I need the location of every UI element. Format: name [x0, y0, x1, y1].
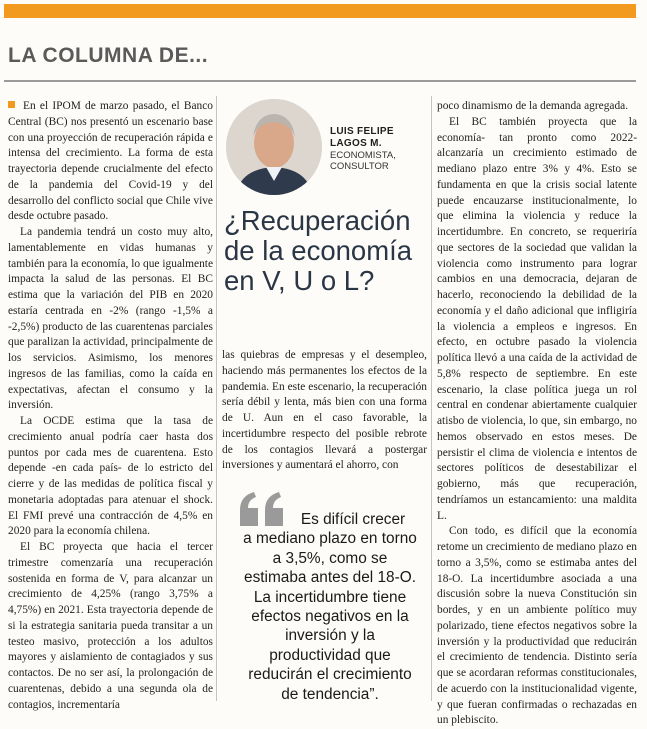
bullet-square-icon	[8, 101, 15, 108]
author-photo	[226, 99, 322, 195]
header-rule	[4, 80, 636, 82]
paragraph: En el IPOM de marzo pasado, el Banco Central (BC) nos presentó un escenario base con una proyección de recuperación rápida e intensa del crecimiento. La forma de esta trayectoria depende crucialmente del efecto de la pandemia del Covid-19 y del desarrollo del conflicto social que Chile vive desde octubre pasado.	[8, 100, 213, 223]
author-byline	[330, 126, 396, 172]
column-divider-2	[431, 96, 432, 701]
article-column-2	[222, 348, 427, 474]
paragraph: El BC proyecta que hacia el tercer trimestre comenzaría una recuperación sostenida en forma de V, para alcanzar un crecimiento de 4,25% (rango 3,75% a 4,75%) en 2021. Esta trayectoria depende de si la estrategia sanitaria pueda transitar a un testeo masivo, protección a los adultos mayores y aislamiento de contagiados y sus contactos. De no ser así, la prolongación de cuarentenas, debido a una segunda ola de contagios, incrementaría	[8, 541, 213, 711]
top-accent-bar	[4, 4, 636, 18]
author-role-line1: ECONOMISTA,	[330, 150, 396, 161]
pull-quote	[240, 510, 420, 704]
paragraph: La OCDE estima que la tasa de crecimiento anual podría caer hasta dos puntos por cada mes de cuarentena. Esto depende -en cada país- de lo estricto del cierre y de las medidas de política fiscal y monetaria adoptadas para atenuar el shock. El FMI prevé una contracción de 4,5% en 2020 para la economía chilena.	[8, 415, 213, 538]
pull-quote-body: a mediano plazo en torno a 3,5%, como se estimaba antes del 18-O. La incertidumbre tiene efectos negativos en la inversión y la productividad que reducirán el crecimiento de tendencia”.	[243, 530, 417, 703]
author-name-line2: LAGOS M.	[330, 138, 382, 149]
column-divider-1	[216, 96, 217, 701]
paragraph: las quiebras de empresas y el desempleo, haciendo más permanentes los efectos de la pandemia. En este escenario, la recuperación sería débil y lenta, más bien con una forma de U. Aun en el caso favorable, la incertidumbre respecto del posible rebrote de los contagios llevará a postergar inversiones y aumentará el ahorro, con	[222, 349, 427, 472]
author-name-line1: LUIS FELIPE	[330, 126, 394, 137]
section-title: LA COLUMNA DE...	[8, 44, 209, 67]
article-headline: ¿Recuperación de la economía en V, U o L?	[224, 205, 413, 296]
paragraph: poco dinamismo de la demanda agregada.	[437, 100, 629, 112]
paragraph: Con todo, es difícil que la economía retome un crecimiento de mediano plazo en torno a 3,5%, como se estimaba antes del 18-O. La incertidumbre asociada a una discusión sobre la nueva Constitución sin bordes, y en un ambiente político muy polarizado, tiene efectos negativos sobre la inversión y la productividad que reducirán el crecimiento de tendencia. Distinto sería que se acordaran reformas constitucionales, de acuerdo con la institucionalidad vigente, y que fueran confirmadas o rechazadas en un plebiscito.	[437, 525, 637, 727]
author-role-line2: CONSULTOR	[330, 161, 389, 172]
article-column-1	[8, 99, 213, 713]
pull-quote-lead: Es difícil crecer	[300, 511, 406, 528]
article-column-3	[437, 99, 637, 729]
paragraph: El BC también proyecta que la economía- tan pronto como 2022- alcanzaría un crecimiento estimado de mediano plazo entre 3% y 4%. Esto se fundamenta en que la crisis social latente puede encauzarse institucionalmente, lo que elimina la violencia y reduce la incertidumbre. En concreto, se requeriría que sectores de la sociedad que validan la violencia como instrumento para lograr cambios en una democracia, dejaran de hacerlo, reconociendo la debilidad de la economía y el daño adicional que infligiría la violencia a empleos e ingresos. En efecto, en octubre pasado la violencia política llevó a una caída de la actividad de 5,8% respecto de septiembre. En este escenario, la clase política juega un rol central en condenar abiertamente cualquier atisbo de violencia, lo que, sin embargo, no hemos observado en estos meses. De persistir el clima de violencia e intentos de sectores políticos de desestabilizar el gobierno, más que recuperación, tendríamos un estancamiento: una maldita L.	[437, 115, 637, 522]
paragraph: La pandemia tendrá un costo muy alto, lamentablemente en vidas humanas y también para la economía, lo que igualmente impacta la salud de las personas. El BC estima que la variación del PIB en 2020 estaría centrada en -2% (rango -1,5% a -2,5%) producto de las cuarentenas parciales que paralizan la actividad, principalmente de los servicios. Asimismo, los menores ingresos de las familias, como la caída en expectativas, afectan el consumo y la inversión.	[8, 226, 213, 412]
